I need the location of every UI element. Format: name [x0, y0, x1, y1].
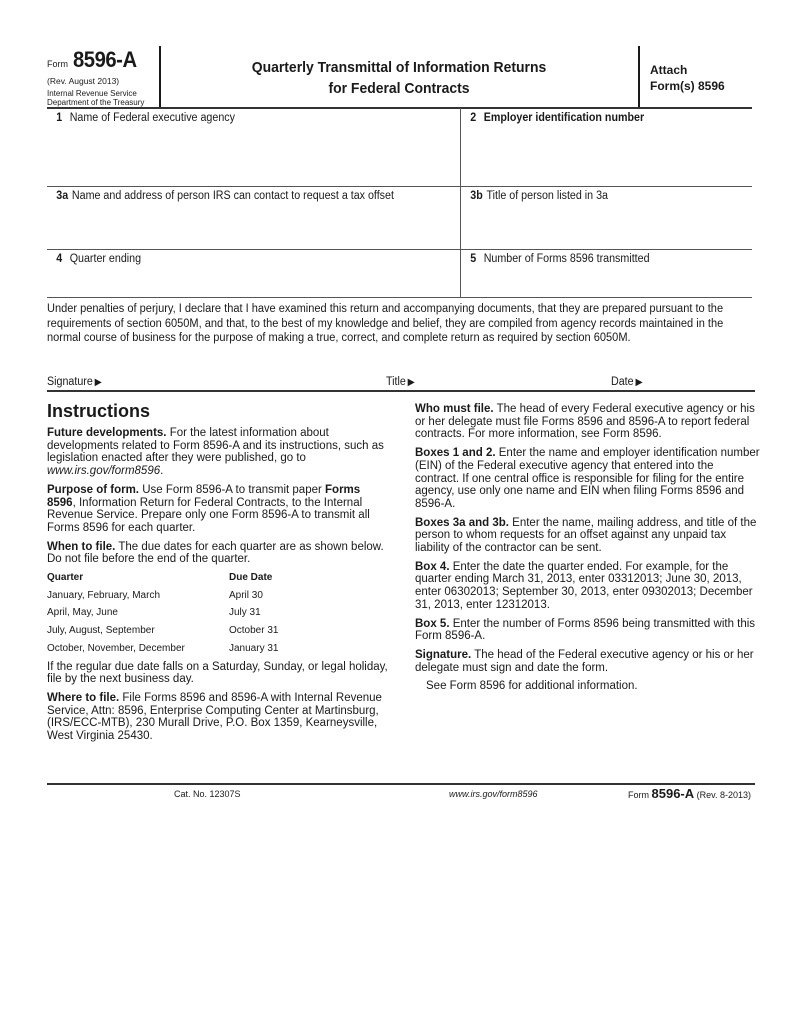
footer-url-link[interactable]: www.irs.gov/form8596: [449, 789, 538, 799]
field-1-text: Name of Federal executive agency: [69, 112, 235, 124]
field-4-label: [47, 250, 431, 265]
when-to-file-text: The due dates for each quarter are as shown below. Do not file before the end of the quarter.: [47, 540, 384, 566]
footer-form-word: Form: [628, 790, 649, 800]
signature-field[interactable]: [47, 376, 102, 388]
see-also-paragraph: See Form 8596 for additional information.: [426, 680, 638, 693]
title-field[interactable]: [386, 376, 415, 388]
future-developments-paragraph: Future developments. For the latest information about developments related to Form 8596-A and its instructions, such as legislation enacted after they were published, go to www.irs.gov/form8596.: [47, 427, 384, 478]
box-4-paragraph: [415, 561, 760, 612]
field-4-text: Quarter ending: [69, 253, 142, 265]
field-3b-contact-title[interactable]: [461, 187, 755, 249]
field-2-text: Employer identification number: [483, 112, 645, 124]
footer-form-revision: (Rev. 8-2013): [696, 790, 752, 800]
purpose-forms-bold: Forms 8596: [47, 483, 361, 509]
date-arrow-icon: ▶: [635, 377, 643, 388]
attach-note: [650, 62, 725, 94]
field-5-label: [461, 250, 734, 265]
purpose-text-2: , Information Return for Federal Contracts, to the Internal Revenue Service. Prepare only one Form 8596-A to transmit all Forms 8596 for each quarter.: [47, 496, 370, 534]
box-4-heading: Box 4.: [415, 560, 450, 573]
footer-form-number: 8596-A: [651, 786, 695, 801]
attach-line-1: Attach: [650, 63, 688, 77]
header-divider-left: [159, 46, 161, 108]
instructions-heading: Instructions: [47, 401, 151, 421]
signature-label: Signature: [47, 376, 93, 388]
form-revision: (Rev. August 2013): [47, 76, 120, 86]
boxes-3a-3b-text: Enter the name, mailing address, and title of the person to whom requests for an offset against any unpaid tax liability of the contractor can be sent.: [415, 516, 757, 555]
date-field[interactable]: [611, 376, 643, 388]
boxes-1-2-heading: Boxes 1 and 2.: [415, 447, 496, 460]
field-1-number: 1: [56, 112, 63, 124]
quarter-cell: July, August, September: [47, 625, 155, 637]
quarter-cell: January, February, March: [47, 589, 161, 601]
signature-paragraph: [415, 649, 760, 674]
who-must-file-paragraph: [415, 403, 760, 441]
quarter-column-header: Quarter: [47, 572, 84, 584]
due-date-column-header: Due Date: [229, 572, 273, 584]
who-must-file-heading: Who must file.: [415, 403, 494, 415]
date-label: Date: [611, 376, 634, 388]
purpose-text-1: Use Form 8596-A to transmit paper: [142, 483, 322, 496]
title-label: Title: [386, 376, 406, 388]
box-5-text: Enter the number of Forms 8596 being transmitted with this Form 8596-A.: [415, 617, 756, 643]
box-5-paragraph: [415, 618, 760, 643]
when-to-file-paragraph: [47, 541, 392, 566]
where-to-file-paragraph: [47, 692, 392, 743]
footer-form-id: [628, 786, 751, 801]
form-word: Form: [47, 59, 68, 69]
field-4-quarter-ending[interactable]: [47, 250, 460, 297]
table-row: [47, 623, 337, 641]
purpose-heading: Purpose of form.: [47, 483, 140, 496]
agency-line-irs: Internal Revenue Service: [47, 89, 137, 98]
who-must-file-text: The head of every Federal executive agency or his or her delegate must file Forms 8596 and 8596-A to report federal contracts. For more information, see Form 8596.: [415, 403, 755, 441]
quarter-cell: October, November, December: [47, 642, 185, 654]
future-developments-link[interactable]: www.irs.gov/form8596: [47, 465, 161, 478]
field-1-label: [47, 109, 431, 124]
quarter-cell: April, May, June: [47, 607, 118, 619]
field-2-number: 2: [470, 112, 477, 124]
box-4-text: Enter the date the quarter ended. For example, for the quarter ending March 31, 2013, enter 03312013; June 30, 2013, enter 06302013; September 30, 2013, enter 09302013; December 31, 2013, enter 12312013.: [415, 560, 753, 611]
field-5-number: 5: [470, 253, 477, 265]
field-3b-label: [461, 187, 734, 202]
field-1-agency-name[interactable]: [47, 109, 460, 186]
field-3a-label: [47, 187, 431, 202]
where-to-file-text: File Forms 8596 and 8596-A with Internal Revenue Service, Attn: 8596, Enterprise Computing Center at Martinsburg, (IRS/ECC-MTB), 230 Murall Drive, P.O. Box 1359, Kearneysville, West Virginia 25430.: [47, 691, 382, 743]
field-3b-number: 3b: [470, 190, 483, 202]
due-date-cell: April 30: [229, 589, 263, 601]
signature-heading: Signature.: [415, 648, 472, 661]
title-arrow-icon: ▶: [407, 377, 415, 388]
field-5-text: Number of Forms 8596 transmitted: [483, 253, 650, 265]
signature-text: The head of the Federal executive agency or his or her delegate must sign and date the form.: [415, 648, 754, 674]
box-5-heading: Box 5.: [415, 617, 450, 630]
holiday-paragraph: If the regular due date falls on a Saturday, Sunday, or legal holiday, file by the next business day.: [47, 660, 388, 686]
instructions-left-column: [47, 427, 392, 749]
table-row: [47, 641, 337, 659]
table-row: [47, 588, 337, 606]
form-number: 8596-A: [73, 47, 137, 72]
signature-rule: [47, 390, 755, 392]
field-4-number: 4: [56, 253, 63, 265]
when-to-file-heading: When to file.: [47, 540, 116, 553]
field-3a-contact-name-address[interactable]: [47, 187, 460, 249]
field-2-ein[interactable]: [461, 109, 755, 186]
future-developments-text: For the latest information about developments related to Form 8596-A and its instructions, such as legislation enacted after they were published, go to: [47, 427, 384, 465]
title-line-1: Quarterly Transmittal of Information Returns: [251, 59, 547, 76]
where-to-file-heading: Where to file.: [47, 691, 120, 704]
boxes-3a-3b-heading: Boxes 3a and 3b.: [415, 516, 509, 529]
boxes-1-2-text: Enter the name and employer identification number (EIN) of the Federal executive agency that entered into the contract. If one central office is responsible for filing for the entire agency, use only one name and EIN when filing Forms 8596 and 8596-A.: [415, 447, 760, 510]
perjury-statement: Under penalties of perjury, I declare that I have examined this return and accompanying documents, that they are prepared pursuant to the requirements of section 6050M, and that, to the best of my knowledge and belief, they are compiled from agency records maintained in the normal course of business for the purpose of making a true, correct, and complete return as required by section 6050M.: [47, 303, 724, 344]
field-3a-number: 3a: [56, 190, 69, 202]
title-line-2: for Federal Contracts: [328, 80, 470, 97]
boxes-3a-3b-paragraph: [415, 517, 760, 555]
due-date-cell: July 31: [229, 607, 261, 619]
agency-line-treasury: Department of the Treasury: [47, 98, 145, 107]
page-title: [177, 57, 622, 99]
purpose-paragraph: [47, 484, 392, 535]
field-3b-text: Title of person listed in 3a: [486, 190, 608, 202]
future-developments-heading: Future developments.: [47, 427, 167, 439]
instructions-right-column: [415, 403, 760, 699]
due-date-cell: October 31: [229, 625, 279, 637]
agency-block: [47, 89, 144, 107]
boxes-1-2-paragraph: [415, 447, 760, 511]
attach-line-2: Form(s) 8596: [650, 79, 725, 93]
field-5-forms-count[interactable]: [461, 250, 755, 297]
footer-rule: [47, 783, 755, 785]
catalog-number: Cat. No. 12307S: [174, 789, 241, 799]
table-row: [47, 605, 337, 623]
due-date-table-header: [47, 570, 337, 588]
due-date-table: [47, 570, 337, 659]
field-2-label: [461, 109, 734, 124]
due-date-cell: January 31: [229, 642, 279, 654]
header-divider-right: [638, 46, 640, 108]
signature-arrow-icon: ▶: [94, 377, 102, 388]
field-3a-text: Name and address of person IRS can contact to request a tax offset: [71, 190, 394, 202]
field-row-divider-3: [47, 297, 752, 298]
